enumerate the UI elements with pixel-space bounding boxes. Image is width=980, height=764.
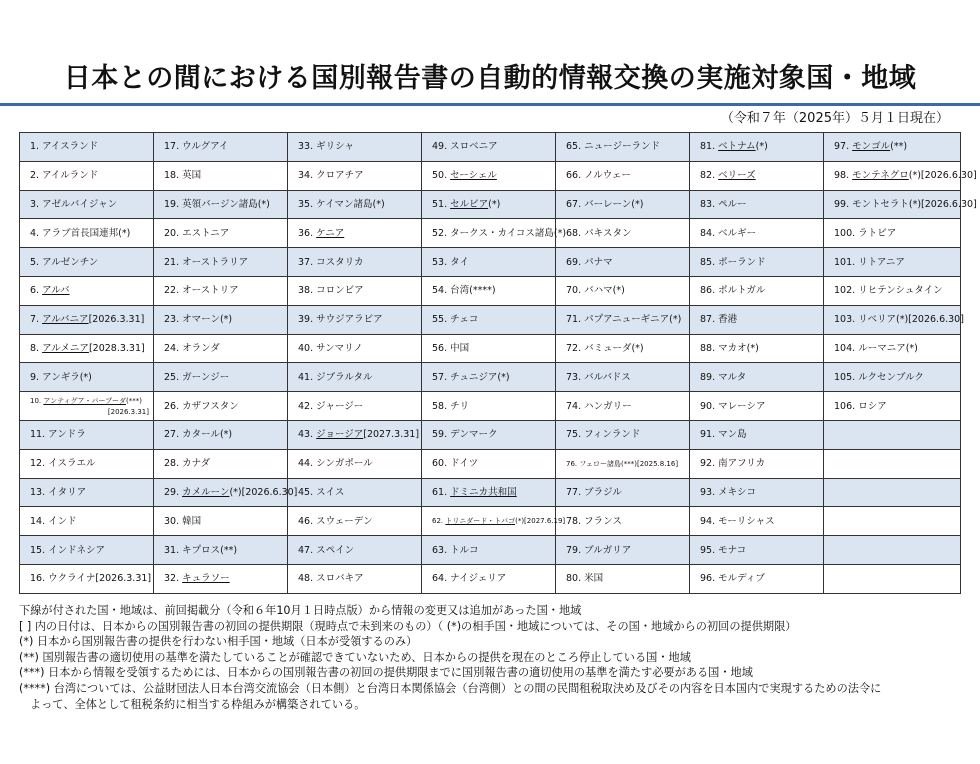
country-name: カタール — [182, 429, 220, 441]
country-cell: 4. アラブ首長国連邦(*) — [20, 219, 154, 248]
country-cell: 19. 英領バージン諸島(*) — [154, 190, 288, 219]
country-name: チュニジア — [450, 371, 498, 383]
country-name: スロベニア — [450, 141, 498, 153]
country-name: オマーン — [182, 314, 220, 326]
country-cell: 63. トルコ — [422, 536, 556, 565]
table-row — [20, 478, 961, 507]
country-name: クロアチア — [316, 170, 364, 182]
country-name: サウジアラビア — [316, 314, 383, 326]
country-cell: 76. フェロー諸島(***)[2025.8.16] — [556, 449, 690, 478]
table-row — [20, 219, 961, 248]
country-cell: 8. アルメニア[2028.3.31] — [20, 334, 154, 363]
country-cell: 2. アイルランド — [20, 161, 154, 190]
country-name: シンガポール — [316, 458, 373, 470]
country-name: アイスランド — [42, 141, 99, 153]
country-name: ナイジェリア — [450, 573, 507, 585]
country-cell: 89. マルタ — [690, 363, 824, 392]
country-name: ドイツ — [450, 458, 479, 470]
country-cell: 85. ポーランド — [690, 248, 824, 277]
country-cell: 81. ベトナム(*) — [690, 133, 824, 162]
country-name: セーシェル — [450, 170, 497, 182]
country-cell: 65. ニュージーランド — [556, 133, 690, 162]
country-cell: 106. ロシア — [824, 392, 961, 421]
country-cell: 15. インドネシア — [20, 536, 154, 565]
country-name: スペイン — [316, 544, 355, 556]
country-cell: 100. ラトビア — [824, 219, 961, 248]
country-table — [19, 132, 977, 594]
country-cell: 18. 英国 — [154, 161, 288, 190]
table-row — [20, 161, 961, 190]
country-cell: 5. アルゼンチン — [20, 248, 154, 277]
country-cell — [824, 507, 961, 536]
country-cell: 86. ポルトガル — [690, 276, 824, 305]
country-cell: 54. 台湾(****) — [422, 276, 556, 305]
table-row — [20, 133, 961, 162]
country-name: イタリア — [48, 486, 87, 498]
country-name: ジャージー — [316, 400, 364, 412]
country-name: インド — [48, 515, 77, 527]
country-cell: 56. 中国 — [422, 334, 556, 363]
country-name: ウクライナ — [48, 573, 96, 585]
country-cell — [824, 449, 961, 478]
country-name: フランス — [584, 515, 622, 527]
country-name: トリニダード・トバゴ — [445, 517, 516, 526]
country-name: 韓国 — [182, 515, 202, 527]
country-cell: 43. ジョージア[2027.3.31] — [288, 420, 422, 449]
country-cell: 14. インド — [20, 507, 154, 536]
country-cell: 10. アンティグア・バーブーダ(***) [2026.3.31] — [20, 392, 154, 421]
country-cell: 29. カメルーン(*)[2026.6.30] — [154, 478, 288, 507]
note-suspended: (**) 国別報告書の適切使用の基準を満たしていることが確認できていないため、日本からの提供を現在のところ停止している国・地域 — [19, 650, 691, 664]
country-cell: 3. アゼルバイジャン — [20, 190, 154, 219]
country-name: オーストラリア — [182, 256, 249, 268]
country-cell — [824, 420, 961, 449]
country-cell: 26. カザフスタン — [154, 392, 288, 421]
country-name: セルビア — [450, 198, 489, 210]
country-name: アルバニア — [42, 314, 89, 326]
country-cell: 39. サウジアラビア — [288, 305, 422, 334]
country-name: フィンランド — [584, 429, 641, 441]
country-name: バミューダ — [584, 342, 632, 354]
country-cell: 70. バハマ(*) — [556, 276, 690, 305]
country-cell: 84. ベルギー — [690, 219, 824, 248]
country-name: ウルグアイ — [182, 141, 229, 153]
country-name: アラブ首長国連邦 — [42, 227, 119, 239]
country-name: アルゼンチン — [42, 256, 99, 268]
country-cell: 95. モナコ — [690, 536, 824, 565]
country-name: モナコ — [718, 544, 747, 556]
country-name: マレーシア — [718, 400, 766, 412]
country-cell: 91. マン島 — [690, 420, 824, 449]
country-cell: 62. トリニダード・トバゴ(*)[2027.6.19] — [422, 507, 556, 536]
country-name: タイ — [450, 256, 469, 268]
country-cell: 50. セーシェル — [422, 161, 556, 190]
country-name: フェロー諸島 — [579, 459, 622, 468]
country-cell: 104. ルーマニア(*) — [824, 334, 961, 363]
country-cell: 53. タイ — [422, 248, 556, 277]
country-name: ジョージア — [316, 429, 364, 441]
country-name: 英国 — [182, 170, 202, 182]
country-cell: 30. 韓国 — [154, 507, 288, 536]
country-name: マン島 — [718, 429, 747, 441]
country-name: リベリア — [858, 314, 896, 326]
country-name: ロシア — [858, 400, 887, 412]
country-name: ペルー — [718, 198, 747, 210]
country-cell: 12. イスラエル — [20, 449, 154, 478]
country-cell: 103. リベリア(*)[2026.6.30] — [824, 305, 961, 334]
country-cell: 82. ベリーズ — [690, 161, 824, 190]
country-name: 香港 — [718, 314, 738, 326]
country-cell: 72. バミューダ(*) — [556, 334, 690, 363]
country-cell: 101. リトアニア — [824, 248, 961, 277]
country-name: バーレーン — [584, 198, 632, 210]
country-cell: 34. クロアチア — [288, 161, 422, 190]
table-row — [20, 420, 961, 449]
country-name: ブラジル — [584, 486, 622, 498]
country-name: ベトナム — [718, 141, 756, 153]
country-cell: 75. フィンランド — [556, 420, 690, 449]
country-cell: 97. モンゴル(**) — [824, 133, 961, 162]
country-name: チェコ — [450, 314, 479, 326]
country-name: ルーマニア — [858, 342, 906, 354]
country-name: スロバキア — [316, 573, 364, 585]
country-cell: 46. スウェーデン — [288, 507, 422, 536]
country-cell: 88. マカオ(*) — [690, 334, 824, 363]
country-name: ベルギー — [718, 227, 757, 239]
country-name: アルバ — [42, 285, 70, 297]
table-row — [20, 190, 961, 219]
table-row — [20, 334, 961, 363]
country-cell: 99. モントセラト(*)[2026.6.30] — [824, 190, 961, 219]
country-cell: 20. エストニア — [154, 219, 288, 248]
country-name: サンマリノ — [316, 342, 363, 354]
country-cell: 49. スロベニア — [422, 133, 556, 162]
country-name: イスラエル — [48, 458, 96, 470]
country-cell: 41. ジブラルタル — [288, 363, 422, 392]
country-cell: 35. ケイマン諸島(*) — [288, 190, 422, 219]
country-name: アンギラ — [42, 371, 80, 383]
country-name: タークス・カイコス諸島 — [450, 227, 554, 239]
country-name: ケイマン諸島 — [316, 198, 373, 210]
country-name: モンテネグロ — [852, 170, 909, 182]
country-name: ジブラルタル — [316, 371, 373, 383]
country-cell: 7. アルバニア[2026.3.31] — [20, 305, 154, 334]
country-cell: 105. ルクセンブルク — [824, 363, 961, 392]
country-cell: 31. キプロス(**) — [154, 536, 288, 565]
country-cell: 93. メキシコ — [690, 478, 824, 507]
country-name: アルメニア — [42, 342, 89, 354]
country-cell: 94. モーリシャス — [690, 507, 824, 536]
country-cell: 98. モンテネグロ(*)[2026.6.30] — [824, 161, 961, 190]
country-cell: 90. マレーシア — [690, 392, 824, 421]
country-cell: 83. ペルー — [690, 190, 824, 219]
country-cell — [824, 478, 961, 507]
country-cell: 69. パナマ — [556, 248, 690, 277]
country-name: オランダ — [182, 342, 220, 354]
country-cell: 11. アンドラ — [20, 420, 154, 449]
country-name: ルクセンブルク — [858, 371, 924, 383]
country-name: リトアニア — [858, 256, 905, 268]
country-cell: 32. キュラソー — [154, 564, 288, 593]
country-name: トルコ — [450, 544, 479, 556]
country-cell: 33. ギリシャ — [288, 133, 422, 162]
table-row — [20, 248, 961, 277]
country-cell: 36. ケニア — [288, 219, 422, 248]
country-cell: 52. タークス・カイコス諸島(*) — [422, 219, 556, 248]
country-name: オーストリア — [182, 285, 239, 297]
table-row — [20, 392, 961, 421]
country-name: マカオ — [718, 342, 747, 354]
country-cell: 78. フランス — [556, 507, 690, 536]
country-cell: 71. パプアニューギニア(*) — [556, 305, 690, 334]
country-name: ドミニカ共和国 — [450, 486, 517, 498]
country-name: ノルウェー — [584, 170, 631, 182]
country-name: カメルーン — [182, 486, 230, 498]
country-cell: 40. サンマリノ — [288, 334, 422, 363]
country-name: カザフスタン — [182, 400, 239, 412]
note-standard: (***) 日本から情報を受領するためには、日本からの国別報告書の初回の提供期限までに国別報告書の適切使用の基準を満たす必要がある国・地域 — [19, 666, 753, 680]
country-cell: 58. チリ — [422, 392, 556, 421]
country-cell: 66. ノルウェー — [556, 161, 690, 190]
note-deadline: [ ] 内の日付は、日本からの国別報告書の初回の提供期限（現時点で未到来のもの）（ (*)の相手国・地域については、その国・地域からの初回の提供期限） — [19, 619, 797, 633]
country-cell: 74. ハンガリー — [556, 392, 690, 421]
country-name: ラトビア — [858, 227, 897, 239]
country-cell: 96. モルディブ — [690, 564, 824, 593]
country-cell: 27. カタール(*) — [154, 420, 288, 449]
country-name: アンドラ — [48, 429, 86, 441]
country-name: パプアニューギニア — [584, 314, 670, 326]
country-name: メキシコ — [718, 486, 757, 498]
country-name: インドネシア — [48, 544, 106, 556]
country-cell: 6. アルバ — [20, 276, 154, 305]
footnotes — [19, 603, 964, 712]
country-cell: 16. ウクライナ[2026.3.31] — [20, 564, 154, 593]
country-name: モルディブ — [718, 573, 765, 585]
country-cell: 80. 米国 — [556, 564, 690, 593]
country-name: パナマ — [584, 256, 613, 268]
country-cell: 68. パキスタン — [556, 219, 690, 248]
country-name: ニュージーランド — [584, 141, 660, 153]
country-cell: 9. アンギラ(*) — [20, 363, 154, 392]
note-taiwan-cont: よって、全体として租税条約に相当する枠組みが構築されている。 — [30, 697, 366, 711]
country-name: モントセラト — [852, 198, 909, 210]
country-cell: 13. イタリア — [20, 478, 154, 507]
country-name: ガーンジー — [182, 371, 230, 383]
country-name: ブルガリア — [584, 544, 632, 556]
country-cell: 38. コロンビア — [288, 276, 422, 305]
country-cell: 28. カナダ — [154, 449, 288, 478]
country-cell: 24. オランダ — [154, 334, 288, 363]
country-name: 中国 — [450, 342, 470, 354]
table-row — [20, 305, 961, 334]
country-cell: 64. ナイジェリア — [422, 564, 556, 593]
country-cell: 23. オマーン(*) — [154, 305, 288, 334]
country-name: パキスタン — [584, 227, 632, 239]
table-row — [20, 536, 961, 565]
country-cell: 92. 南アフリカ — [690, 449, 824, 478]
country-cell: 73. バルバドス — [556, 363, 690, 392]
country-name: アゼルバイジャン — [42, 198, 118, 210]
country-name: ベリーズ — [718, 170, 756, 182]
country-name: コロンビア — [316, 285, 364, 297]
country-cell: 57. チュニジア(*) — [422, 363, 556, 392]
country-name: ポーランド — [718, 256, 766, 268]
country-cell: 37. コスタリカ — [288, 248, 422, 277]
country-name: 英領バージン諸島 — [182, 198, 258, 210]
country-cell: 42. ジャージー — [288, 392, 422, 421]
country-cell — [824, 536, 961, 565]
country-cell: 77. ブラジル — [556, 478, 690, 507]
country-cell: 67. バーレーン(*) — [556, 190, 690, 219]
country-name: アイルランド — [42, 170, 99, 182]
country-cell: 59. デンマーク — [422, 420, 556, 449]
country-name: スイス — [316, 486, 345, 498]
country-name: アンティグア・バーブーダ — [43, 396, 126, 405]
page-title: 日本との間における国別報告書の自動的情報交換の実施対象国・地域 — [63, 63, 917, 94]
country-name: ギリシャ — [316, 141, 354, 153]
country-cell: 87. 香港 — [690, 305, 824, 334]
country-name: チリ — [450, 400, 470, 412]
country-name: モーリシャス — [718, 515, 775, 527]
country-cell: 61. ドミニカ共和国 — [422, 478, 556, 507]
country-name: バハマ — [584, 285, 613, 297]
note-receive-only: (*) 日本から国別報告書の提供を行わない相手国・地域（日本が受領するのみ） — [19, 635, 418, 649]
country-cell: 51. セルビア(*) — [422, 190, 556, 219]
table-row — [20, 276, 961, 305]
country-cell: 79. ブルガリア — [556, 536, 690, 565]
country-cell: 55. チェコ — [422, 305, 556, 334]
table-row — [20, 363, 961, 392]
country-name: 台湾 — [450, 285, 470, 297]
note-taiwan: (****) 台湾については、公益財団法人日本台湾交流協会（日本側）と台湾日本関係協会（台湾側）との間の民間租税取決め及びその内容を日本国内で実現するための法令に — [19, 681, 882, 695]
country-name: キプロス — [182, 544, 221, 556]
country-cell: 47. スペイン — [288, 536, 422, 565]
country-name: ハンガリー — [584, 400, 632, 412]
country-name: 南アフリカ — [718, 458, 766, 470]
table-row — [20, 449, 961, 478]
country-name: モンゴル — [852, 141, 891, 153]
country-name: リヒテンシュタイン — [858, 285, 943, 297]
as-of-date: （令和７年（2025年）５月１日現在） — [720, 111, 949, 126]
country-name: キュラソー — [182, 573, 230, 585]
country-cell: 60. ドイツ — [422, 449, 556, 478]
table-row — [20, 507, 961, 536]
country-name: ポルトガル — [718, 285, 766, 297]
country-name: コスタリカ — [316, 256, 364, 268]
country-cell — [824, 564, 961, 593]
country-cell: 22. オーストリア — [154, 276, 288, 305]
country-cell: 17. ウルグアイ — [154, 133, 288, 162]
country-name: ケニア — [316, 227, 345, 239]
country-cell: 48. スロバキア — [288, 564, 422, 593]
country-name: バルバドス — [584, 371, 631, 383]
country-cell: 21. オーストラリア — [154, 248, 288, 277]
country-name: 米国 — [584, 573, 604, 585]
country-cell: 44. シンガポール — [288, 449, 422, 478]
title-rule — [0, 103, 980, 106]
country-cell: 1. アイスランド — [20, 133, 154, 162]
country-cell: 25. ガーンジー — [154, 363, 288, 392]
country-name: エストニア — [182, 227, 230, 239]
note-underline: 下線が付された国・地域は、前回掲載分（令和６年10月１日時点版）から情報の変更又は追加があった国・地域 — [19, 604, 582, 617]
table-row — [20, 564, 961, 593]
country-cell: 102. リヒテンシュタイン — [824, 276, 961, 305]
country-name: マルタ — [718, 371, 747, 383]
country-name: スウェーデン — [316, 515, 373, 527]
country-cell: 45. スイス — [288, 478, 422, 507]
country-name: カナダ — [182, 458, 211, 470]
country-name: デンマーク — [450, 429, 498, 441]
